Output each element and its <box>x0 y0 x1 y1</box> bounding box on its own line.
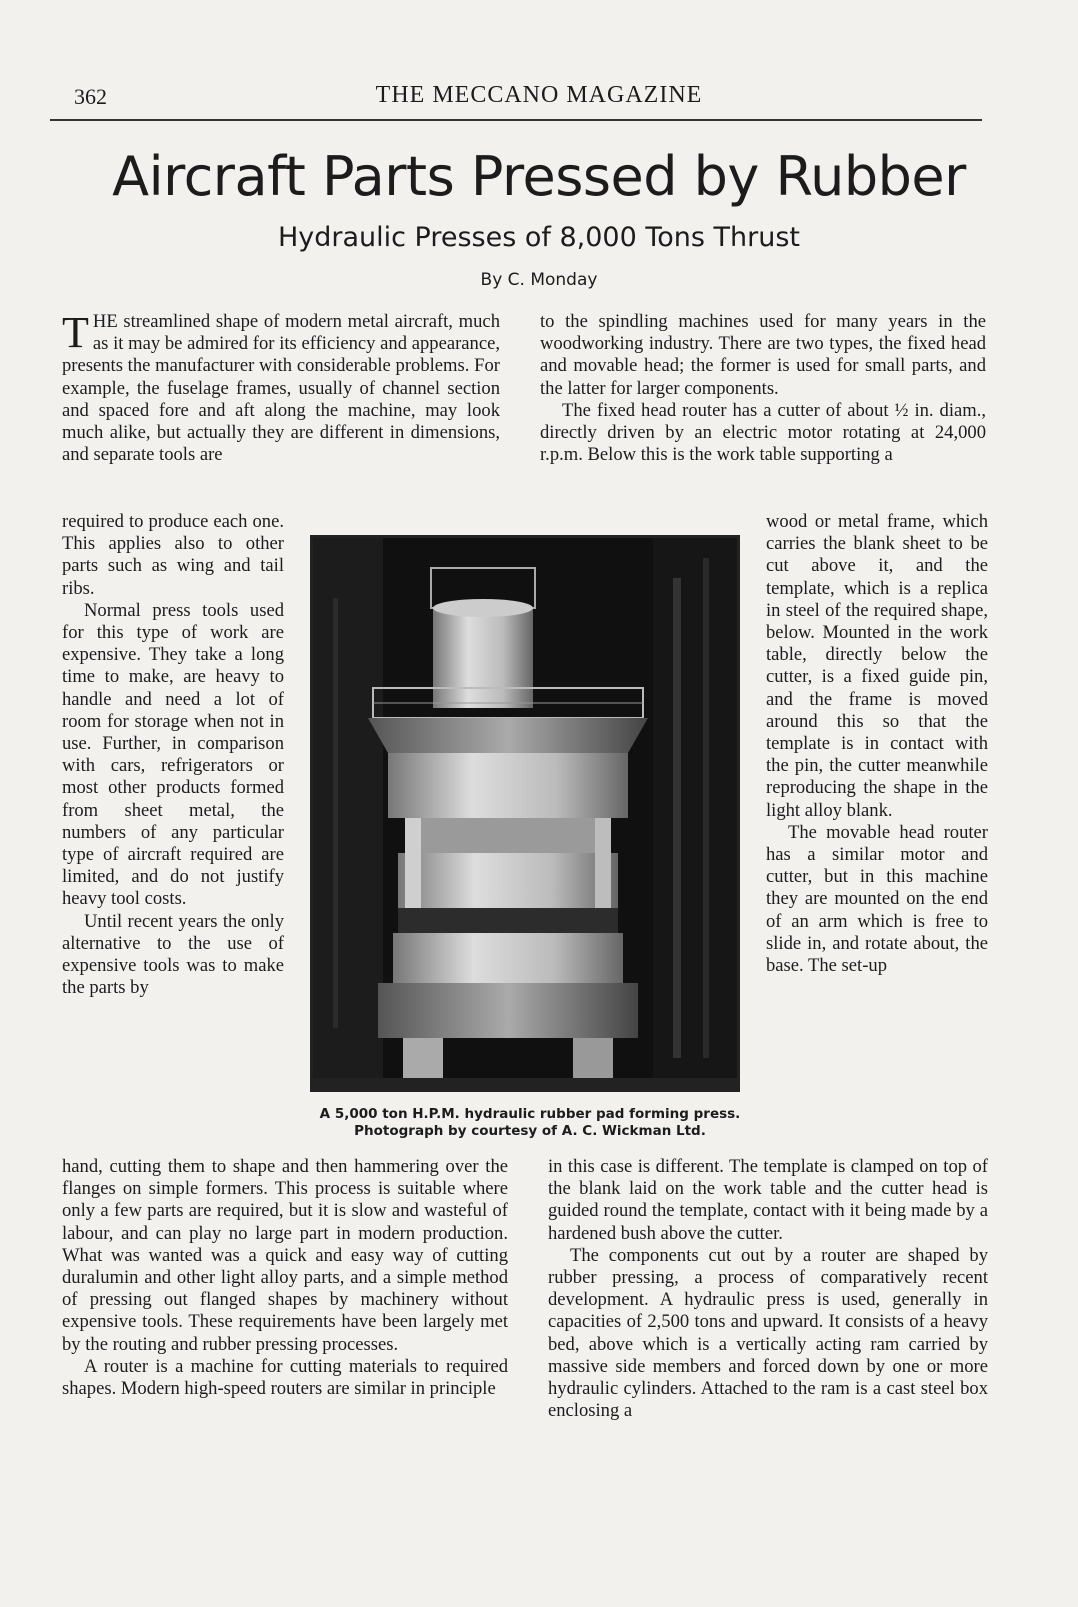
paragraph: The movable head router has a similar motor and cutter, but in this machine they are mounted on the end of an arm which is free to slide in, and rotate about, the base. The set-up <box>766 821 988 977</box>
running-title: THE MECCANO MAGAZINE <box>375 82 703 108</box>
drop-cap: T <box>62 308 89 357</box>
paragraph: in this case is different. The template is clamped on top of the blank laid on the work table and the cutter head is guided round the template, contact with it being made by a hardened bush above the cutter. <box>548 1156 988 1244</box>
left-column-top <box>62 308 500 466</box>
article-subtitle: Hydraulic Presses of 8,000 Tons Thrust <box>277 222 801 253</box>
article-title: Aircraft Parts Pressed by Rubber <box>112 145 966 208</box>
right-column-top <box>540 311 986 466</box>
paragraph: wood or metal frame, which carries the blank sheet to be cut above it, and the template, which is a replica in steel of the required shape, below. Mounted in the work table, directly below the cutter, is a fixed guide pin, and the frame is moved around this so that the template is in contact with the pin, the cutter meanwhile reproducing the shape in the light alloy blank. <box>766 511 988 821</box>
paragraph: The fixed head router has a cutter of about ½ in. diam., directly driven by an electric motor rotating at 24,000 r.p.m. Below this is the work table supporting a <box>540 399 986 466</box>
paragraph: Until recent years the only alternative to the use of expensive tools was to make the parts by <box>62 910 284 999</box>
article-byline: By C. Monday <box>480 270 598 290</box>
paragraph <box>62 308 500 466</box>
right-column-bottom <box>548 1156 988 1422</box>
paragraph: required to produce each one. This applies also to other parts such as wing and tail ribs. <box>62 511 284 599</box>
press-photograph <box>310 535 740 1092</box>
photo-caption: A 5,000 ton H.P.M. hydraulic rubber pad forming press. Photograph by courtesy of A. C. Wickman Ltd. <box>319 1106 741 1139</box>
paragraph-text: HE streamlined shape of modern metal aircraft, much as it may be admired for its efficiency and appearance, presents the manufacturer with considerable problems. For example, the fuselage frames, usually of channel section and spaced fore and aft along the machine, may look much alike, but actually they are different in dimensions, and separate tools are <box>62 311 500 466</box>
paragraph: to the spindling machines used for many years in the woodworking industry. There are two types, the fixed head and movable head; the former is used for small parts, and the latter for larger components. <box>540 311 986 399</box>
paragraph: Normal press tools used for this type of work are expensive. They take a long time to make, are heavy to handle and need a lot of room for storage when not in use. Further, in comparison with cars, refrigerators or most other products formed from sheet metal, the numbers of any particular type of aircraft required are limited, and do not justify heavy tool costs. <box>62 599 284 910</box>
right-column-narrow <box>766 511 988 977</box>
paragraph: A router is a machine for cutting materials to required shapes. Modern high-speed routers are similar in principle <box>62 1355 508 1400</box>
page-number: 362 <box>74 84 107 109</box>
left-column-narrow <box>62 511 284 999</box>
paragraph: The components cut out by a router are shaped by rubber pressing, a process of comparatively recent development. A hydraulic press is used, generally in capacities of 2,500 tons and upward. It consists of a heavy bed, above which is a vertically acting ram carried by massive side members and forced down by one or more hydraulic cylinders. Attached to the ram is a cast steel box enclosing a <box>548 1244 988 1422</box>
hydraulic-press-image <box>313 538 737 1089</box>
paragraph: hand, cutting them to shape and then hammering over the flanges on simple formers. This process is suitable where only a few parts are required, but it is slow and wasteful of labour, and can play no large part in modern production. What was wanted was a quick and easy way of cutting duralumin and other light alloy parts, and a simple method of pressing out flanged shapes by machinery without expensive tools. These requirements have been largely met by the routing and rubber pressing processes. <box>62 1156 508 1355</box>
header-rule <box>50 119 982 121</box>
left-column-bottom <box>62 1156 508 1400</box>
